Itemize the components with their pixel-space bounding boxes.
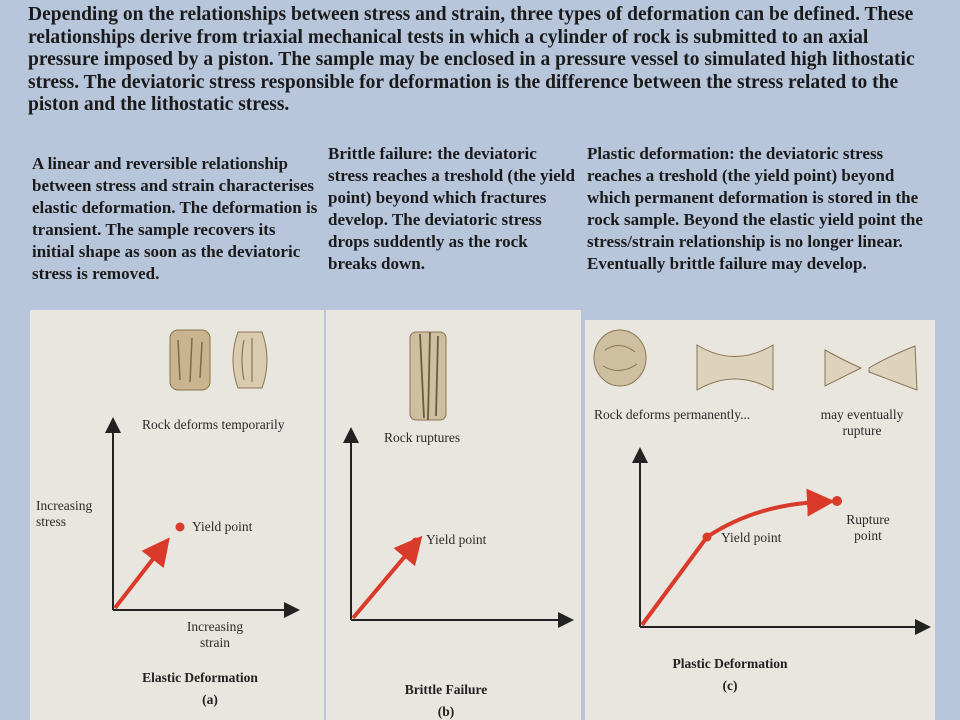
plastic-heading-left: Rock deforms permanently... xyxy=(594,407,751,422)
plastic-panel xyxy=(585,320,935,720)
brittle-description: Brittle failure: the deviatoric stress reaches a treshold (the yield point) beyond which fractures develop. The deviatoric stress drops suddently as the rock breaks down. xyxy=(328,144,575,273)
rock-cylinder-intact xyxy=(170,330,210,390)
plastic-caption: Plastic Deformation xyxy=(672,656,788,671)
rupture-point-label: Rupture point xyxy=(846,512,890,543)
yield-point-dot xyxy=(176,523,185,532)
plastic-letter: (c) xyxy=(722,678,738,693)
plastic-description: Plastic deformation: the deviatoric stress reaches a treshold (the yield point) beyond which permanent deformation is stored in the rock sample. Beyond the elastic yield point the stress/strain relationship is no longer linear. Eventually brittle failure may develop. xyxy=(587,144,923,273)
elastic-description: A linear and reversible relationship between stress and strain characterises elastic deformation. The deformation is transient. The sample recovers its initial shape as soon as the deviatoric stress is removed. xyxy=(32,154,318,283)
yield-point-dot xyxy=(412,538,421,547)
y-axis-label: Increasing stress xyxy=(36,498,93,529)
plastic-stress-curve xyxy=(642,502,819,625)
elastic-stress-arrow xyxy=(115,550,160,608)
brittle-heading: Rock ruptures xyxy=(384,430,461,445)
brittle-figure xyxy=(326,310,581,720)
brittle-caption: Brittle Failure xyxy=(404,682,488,697)
yield-point-dot xyxy=(703,533,712,542)
rock-sample-necked xyxy=(697,345,773,390)
brittle-panel xyxy=(326,310,581,720)
intro-paragraph: Depending on the relationships between stress and strain, three types of deformation can be defined. These relationships derive from triaxial mechanical tests in which a cylinder of rock is submitted to an axial pressure imposed by a piston. The sample may be enclosed in a pressure vessel to simulated high lithostatic stress. The deviatoric stress responsible for deformation is the difference between the stress related to the piston and the lithostatic stress. xyxy=(28,4,915,115)
elastic-panel xyxy=(30,310,324,720)
elastic-letter: (a) xyxy=(202,692,218,707)
yield-point-label: Yield point xyxy=(192,519,253,534)
brittle-stress-arrow xyxy=(353,548,412,618)
rupture-point-dot xyxy=(832,496,842,506)
rock-cylinder-fractured xyxy=(410,332,446,420)
brittle-letter: (b) xyxy=(437,704,455,719)
x-axis-label: Increasing strain xyxy=(186,619,244,650)
yield-point-label: Yield point xyxy=(721,530,782,545)
yield-point-label: Yield point xyxy=(426,532,487,547)
rock-sample-ruptured xyxy=(825,346,917,390)
rock-sample-squashed xyxy=(594,330,646,386)
rock-cylinder-bulged xyxy=(233,332,267,388)
elastic-caption: Elastic Deformation xyxy=(142,670,258,685)
elastic-heading: Rock deforms temporarily xyxy=(142,417,285,432)
plastic-heading-right: may eventually rupture xyxy=(820,407,904,438)
